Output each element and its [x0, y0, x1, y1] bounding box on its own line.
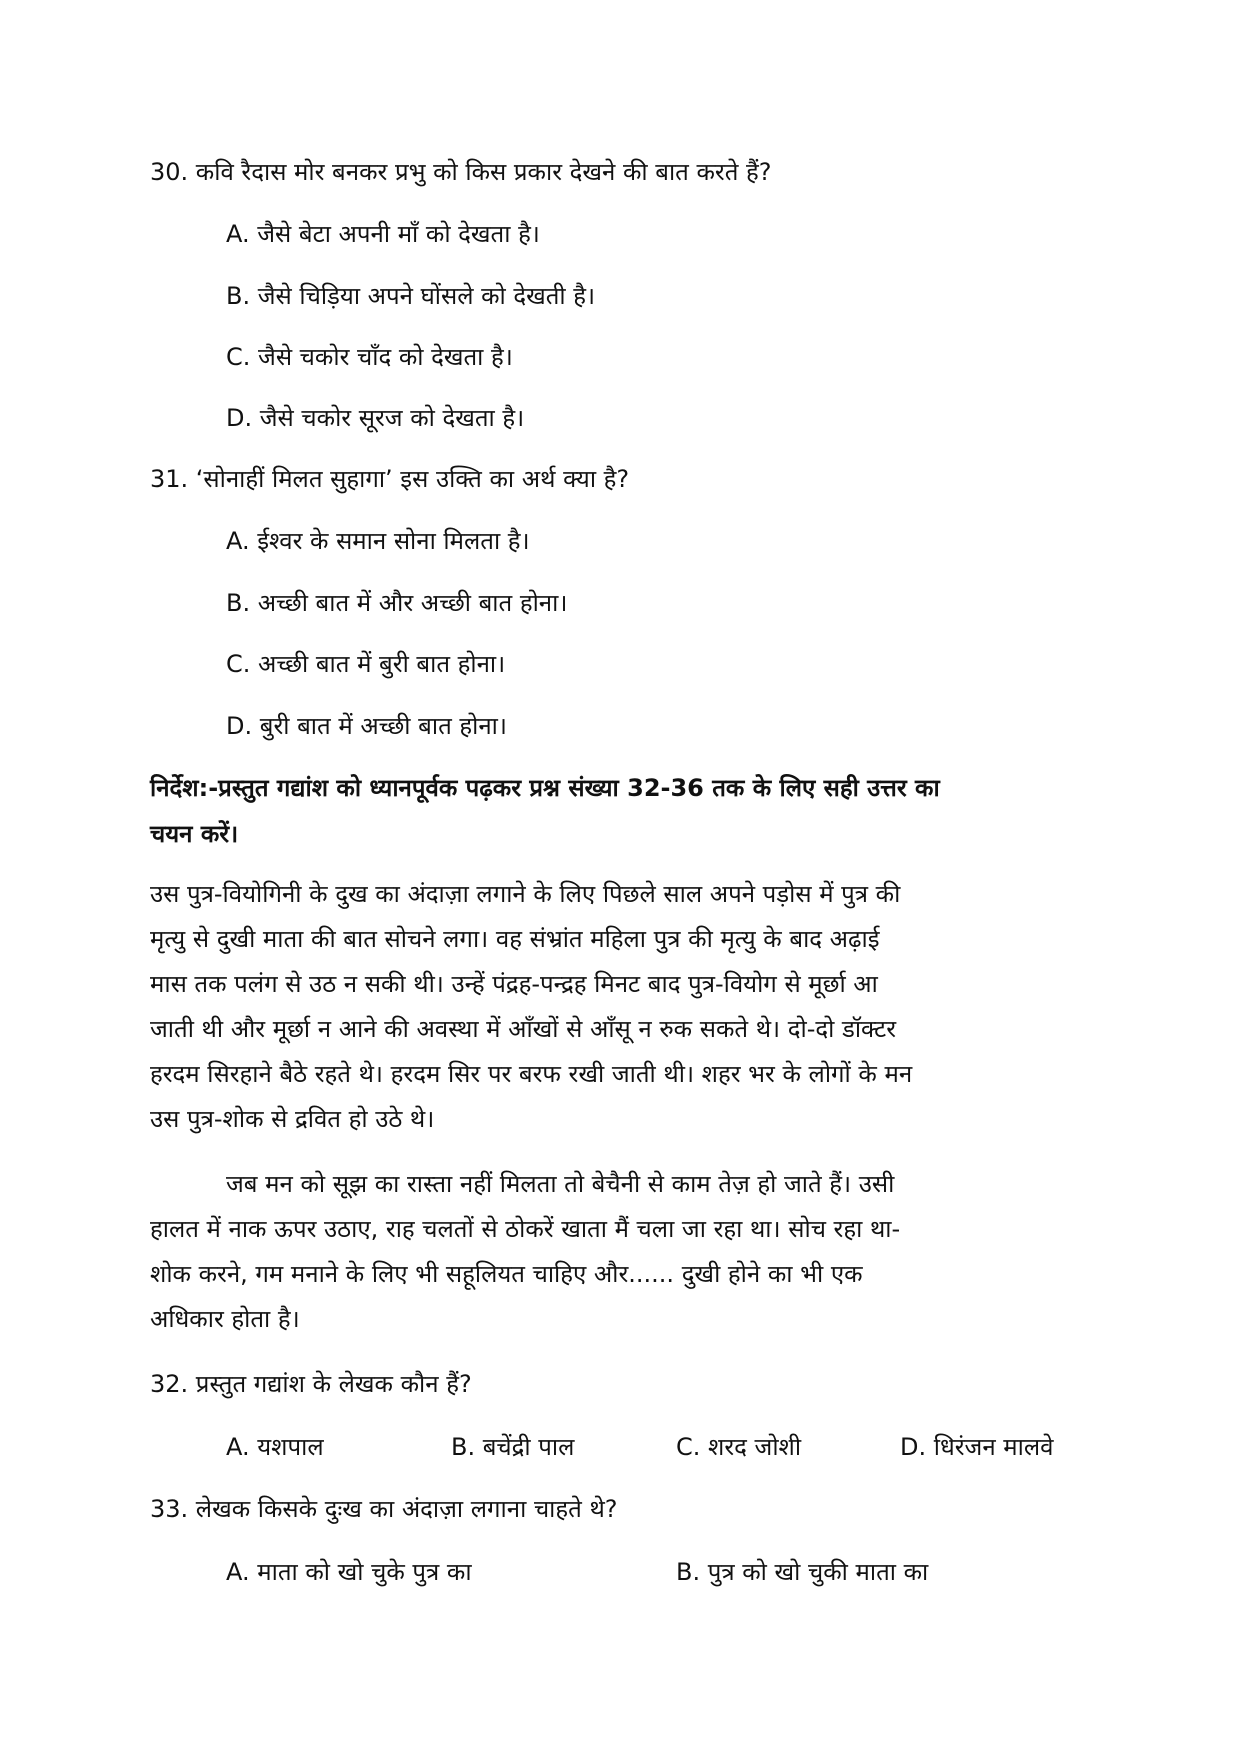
q31-option-a: A. ईश्वर के समान सोना मिलता है।: [226, 527, 530, 555]
passage-p2-line-1: जब मन को सूझ का रास्ता नहीं मिलता तो बेचैनी से काम तेज़ हो जाते हैं। उसी: [226, 1170, 895, 1198]
instruction-line-2: चयन करें।: [150, 820, 239, 848]
q31-option-c: C. अच्छी बात में बुरी बात होना।: [226, 650, 506, 678]
passage-p2-line-2: हालत में नाक ऊपर उठाए, राह चलतों से ठोकरें खाता मैं चला जा रहा था। सोच रहा था-: [150, 1215, 901, 1243]
q30-option-a: A. जैसे बेटा अपनी माँ को देखता है।: [226, 220, 540, 248]
question-30: 30. कवि रैदास मोर बनकर प्रभु को किस प्रकार देखने की बात करते हैं?: [150, 158, 772, 186]
passage-p1-line-6: उस पुत्र-शोक से द्रवित हो उठे थे।: [150, 1105, 435, 1133]
q32-option-b: B. बचेंद्री पाल: [451, 1433, 575, 1461]
question-33: 33. लेखक किसके दुःख का अंदाज़ा लगाना चाहते थे?: [150, 1495, 618, 1523]
passage-p1-line-2: मृत्यु से दुखी माता की बात सोचने लगा। वह संभ्रांत महिला पुत्र की मृत्यु के बाद अढ़ाई: [150, 925, 880, 953]
q32-option-c: C. शरद जोशी: [676, 1433, 802, 1461]
q30-option-d: D. जैसे चकोर सूरज को देखता है।: [226, 404, 525, 432]
passage-p2-line-4: अधिकार होता है।: [150, 1305, 300, 1333]
q33-option-a: A. माता को खो चुके पुत्र का: [226, 1558, 472, 1586]
passage-p1-line-4: जाती थी और मूर्छा न आने की अवस्था में आँखों से आँसू न रुक सकते थे। दो-दो डॉक्टर: [150, 1015, 897, 1043]
question-31: 31. ‘सोनाहीं मिलत सुहागा’ इस उक्ति का अर्थ क्या है?: [150, 465, 630, 493]
passage-p1-line-5: हरदम सिरहाने बैठे रहते थे। हरदम सिर पर बरफ रखी जाती थी। शहर भर के लोगों के मन: [150, 1060, 913, 1088]
passage-p1-line-1: उस पुत्र-वियोगिनी के दुख का अंदाज़ा लगाने के लिए पिछले साल अपने पड़ोस में पुत्र की: [150, 880, 901, 908]
q30-option-b: B. जैसे चिड़िया अपने घोंसले को देखती है।: [226, 282, 596, 310]
q32-option-a: A. यशपाल: [226, 1433, 324, 1461]
instruction-line-1: निर्देश:-प्रस्तुत गद्यांश को ध्यानपूर्वक पढ़कर प्रश्न संख्या 32-36 तक के लिए सही उत्तर का: [150, 774, 940, 802]
q31-option-b: B. अच्छी बात में और अच्छी बात होना।: [226, 589, 568, 617]
question-32: 32. प्रस्तुत गद्यांश के लेखक कौन हैं?: [150, 1370, 472, 1398]
q31-option-d: D. बुरी बात में अच्छी बात होना।: [226, 712, 507, 740]
passage-p1-line-3: मास तक पलंग से उठ न सकी थी। उन्हें पंद्रह-पन्द्रह मिनट बाद पुत्र-वियोग से मूर्छा आ: [150, 970, 878, 998]
q32-option-d: D. धिरंजन मालवे: [900, 1433, 1054, 1461]
passage-p2-line-3: शोक करने, गम मनाने के लिए भी सहूलियत चाहिए और...... दुखी होने का भी एक: [150, 1260, 863, 1288]
q33-option-b: B. पुत्र को खो चुकी माता का: [676, 1558, 929, 1586]
q30-option-c: C. जैसे चकोर चाँद को देखता है।: [226, 343, 513, 371]
